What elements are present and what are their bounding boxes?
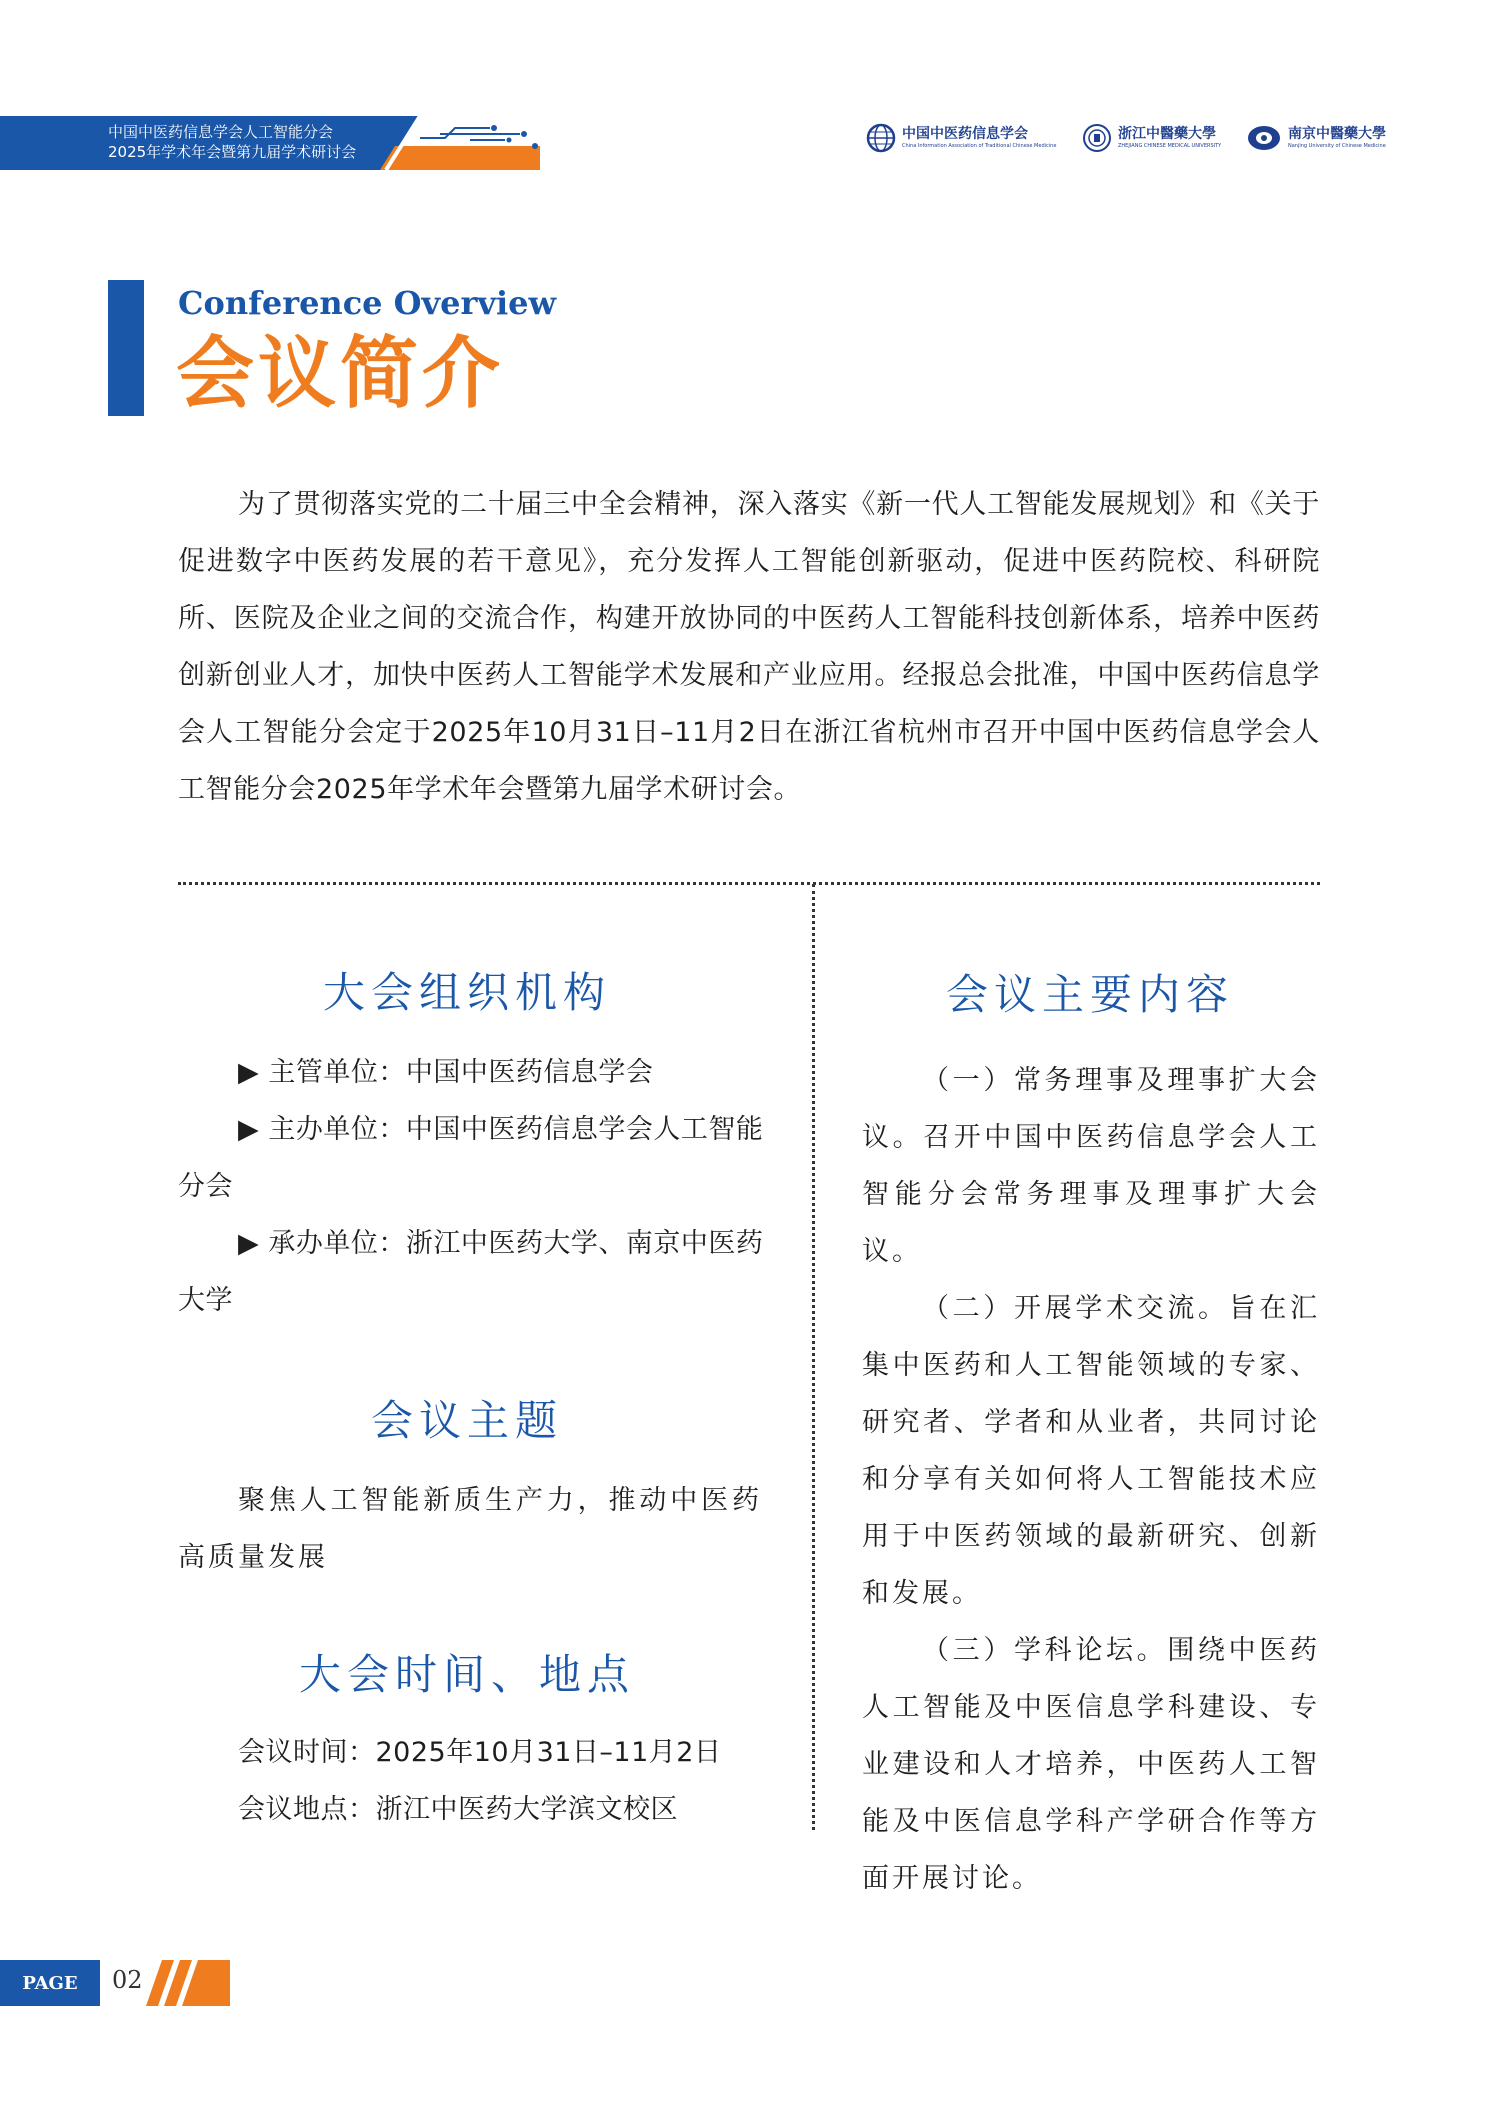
time-place-list [178, 1724, 764, 1838]
intro-paragraph: 为了贯彻落实党的二十届三中全会精神，深入落实《新一代人工智能发展规划》和《关于促进数字中医药发展的若干意见》，充分发挥人工智能创新驱动，促进中医药院校、科研院所、医院及企业之间的交流合作，构建开放协同的中医药人工智能科技创新体系，培养中医药创新创业人才，加快中医药人工智能学术发展和产业应用。经报总会批准，中国中医药信息学会人工智能分会定于2025年10月31日–11月2日在浙江省杭州市召开中国中医药信息学会人工智能分会2025年学术年会暨第九届学术研讨会。 [178, 489, 1320, 805]
meeting-place: 会议地点：浙江中医药大学滨文校区 [238, 1794, 678, 1825]
logo-cita-name: 中国中医药信息学会 [902, 126, 1028, 142]
logo-zcmu [1082, 120, 1221, 156]
header-banner-text [108, 122, 356, 162]
theme-text: 聚焦人工智能新质生产力，推动中医药高质量发展 [178, 1485, 762, 1573]
vertical-divider [812, 884, 815, 1830]
time-place-title: 大会时间、地点 [298, 1650, 635, 1699]
org-item-organizer: ▶ 承办单位：浙江中医药大学、南京中医药大学 [178, 1228, 764, 1316]
logo-cita [866, 120, 1056, 156]
page-label: PAGE [0, 1960, 100, 2006]
content-item-2: （二）开展学术交流。旨在汇集中医药和人工智能领域的专家、研究者、学者和从业者，共同讨论和分享有关如何将人工智能技术应用于中医药领域的最新研究、创新和发展。 [862, 1293, 1320, 1609]
meeting-time: 会议时间：2025年10月31日–11月2日 [238, 1737, 722, 1768]
theme-title: 会议主题 [370, 1396, 563, 1445]
logo-cita-en: China Information Association of Traditional Chinese Medicine [902, 143, 1057, 149]
main-content-list [862, 1052, 1320, 1907]
organization-title: 大会组织机构 [322, 968, 611, 1017]
content-item-3: （三）学科论坛。围绕中医药人工智能及中医信息学科建设、专业建设和人才培养，中医药人工智能及中医信息学科产学研合作等方面开展讨论。 [862, 1635, 1320, 1894]
logo-njucm-name: 南京中醫藥大學 [1288, 126, 1386, 142]
content-item-1: （一）常务理事及理事扩大会议。召开中国中医药信息学会人工智能分会常务理事及理事扩大会议。 [862, 1065, 1320, 1267]
logo-njucm-en: Nanjing University of Chinese Medicine [1288, 143, 1386, 149]
logo-njucm [1246, 120, 1386, 156]
horizontal-divider [178, 882, 1320, 885]
logo-zcmu-en: ZHEJIANG CHINESE MEDICAL UNIVERSITY [1118, 143, 1222, 149]
main-content-title: 会议主要内容 [945, 970, 1234, 1019]
seal-logo-icon [1082, 123, 1112, 153]
organization-list [178, 1044, 764, 1329]
logo-zcmu-name: 浙江中醫藥大學 [1118, 126, 1216, 142]
banner-line-1: 中国中医药信息学会人工智能分会 [108, 123, 334, 141]
page-title-cn: 会议简介 [176, 329, 505, 419]
page-title-en: Conference Overview [178, 284, 557, 322]
page-number: 02 [112, 1966, 143, 1994]
emblem-logo-icon [1246, 123, 1282, 153]
banner-line-2: 2025年学术年会暨第九届学术研讨会 [108, 143, 357, 161]
org-item-host: ▶ 主办单位：中国中医药信息学会人工智能分会 [178, 1114, 764, 1202]
org-item-supervisor: ▶ 主管单位：中国中医药信息学会 [238, 1057, 654, 1088]
footer-stripes-decoration [140, 1960, 230, 2006]
title-accent-bar [108, 280, 144, 416]
globe-logo-icon [866, 123, 896, 153]
